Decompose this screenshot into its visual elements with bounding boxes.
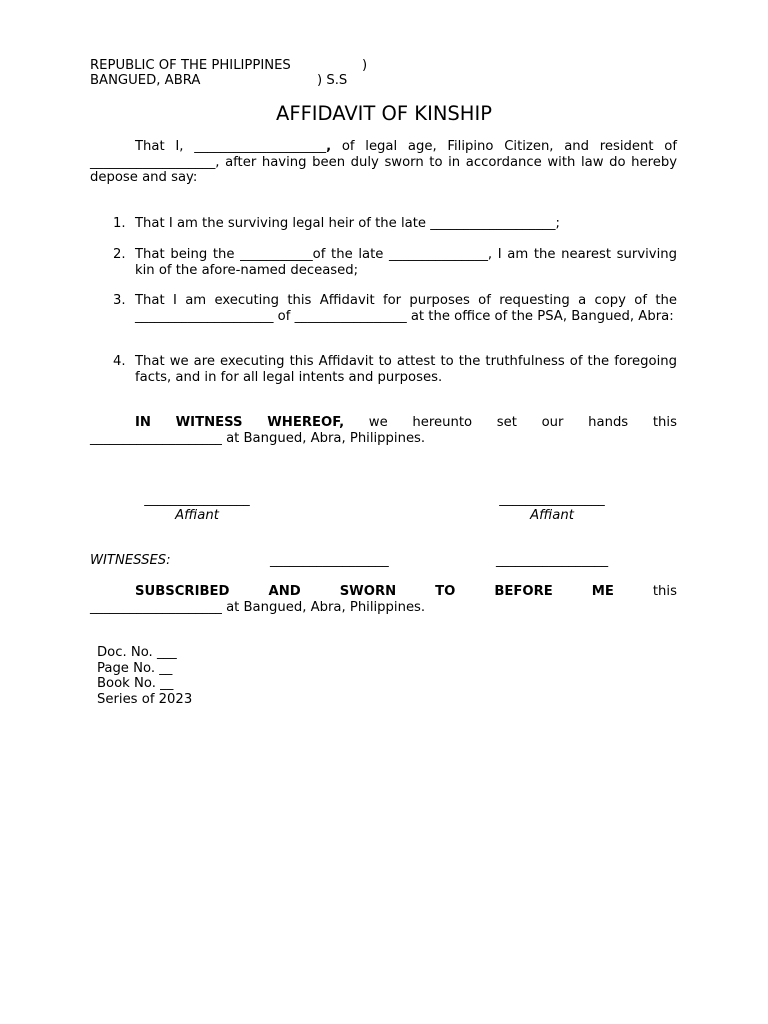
subscribed-word: SUBSCRIBED bbox=[135, 584, 230, 599]
book-number: Book No. __ bbox=[97, 676, 174, 691]
header-republic: REPUBLIC OF THE PHILIPPINES bbox=[90, 58, 291, 73]
witness-word: set bbox=[496, 415, 517, 430]
witness-word: IN bbox=[135, 415, 151, 430]
item-number: 3. bbox=[113, 293, 126, 308]
intro-text-1: of legal age, Filipino Citizen, and resident of bbox=[331, 139, 677, 154]
affiant-label-right: Affiant bbox=[530, 508, 574, 523]
witness-word: this bbox=[652, 415, 677, 430]
series-year: Series of 2023 bbox=[97, 692, 193, 707]
residence-blank[interactable]: ___________________ bbox=[90, 154, 216, 170]
subscribed-date-line: ____________________ at Bangued, Abra, Philippines. bbox=[90, 600, 426, 615]
witness-clause-line bbox=[90, 415, 677, 430]
intro-that-i: That I, bbox=[135, 139, 195, 154]
affiant-label-left: Affiant bbox=[175, 508, 219, 523]
header-location: BANGUED, ABRA bbox=[90, 73, 201, 88]
item-text: That we are executing this Affidavit to attest to the truthfulness of the foregoing facts, and in for all legal intents and purposes. bbox=[135, 354, 677, 385]
witnesses-label: WITNESSES: bbox=[90, 553, 171, 568]
document-title: AFFIDAVIT OF KINSHIP bbox=[276, 102, 492, 125]
subscribed-word: TO bbox=[435, 584, 456, 599]
affiant-signature-line-left[interactable]: ________________ bbox=[144, 492, 250, 507]
subscribed-word: SWORN bbox=[339, 584, 397, 599]
intro-text-2: , after having been duly sworn to in accordance with law do hereby depose and say: bbox=[90, 154, 677, 185]
subscribed-word: ME bbox=[591, 584, 614, 599]
witness-date-line: ____________________ at Bangued, Abra, Philippines. bbox=[90, 431, 426, 446]
item-number: 1. bbox=[113, 216, 126, 231]
item-text: That I am executing this Affidavit for purposes of requesting a copy of the _____________________ of _________________ at the office of the PSA, Bangued, Abra: bbox=[135, 293, 677, 324]
witness-word: we bbox=[368, 415, 388, 430]
witness-word: our bbox=[541, 415, 564, 430]
witness-signature-line-1[interactable]: __________________ bbox=[270, 553, 389, 568]
subscribed-word: BEFORE bbox=[494, 584, 553, 599]
subscribed-word: this bbox=[652, 584, 677, 599]
witness-signature-line-2[interactable]: _________________ bbox=[496, 553, 609, 568]
intro-comma: , bbox=[326, 139, 332, 154]
item-number: 2. bbox=[113, 247, 126, 262]
item-text: That I am the surviving legal heir of the late ___________________; bbox=[135, 216, 560, 231]
item-text: That being the ___________of the late _______________, I am the nearest surviving kin of the afore-named deceased; bbox=[135, 247, 677, 278]
name-blank[interactable]: ____________________ bbox=[194, 139, 327, 154]
witness-word: WITNESS bbox=[175, 415, 243, 430]
header-paren: ) bbox=[362, 58, 368, 73]
header-ss: ) S.S bbox=[317, 73, 348, 88]
subscribed-word: AND bbox=[268, 584, 301, 599]
doc-number: Doc. No. ___ bbox=[97, 645, 177, 660]
affiant-signature-line-right[interactable]: ________________ bbox=[499, 492, 605, 507]
subscribed-clause-line bbox=[90, 584, 677, 599]
item-number: 4. bbox=[113, 354, 126, 369]
page-number: Page No. __ bbox=[97, 661, 173, 676]
intro-paragraph bbox=[90, 139, 677, 186]
witness-word: hereunto bbox=[412, 415, 473, 430]
witness-word: hands bbox=[588, 415, 629, 430]
witness-word: WHEREOF, bbox=[267, 415, 345, 430]
